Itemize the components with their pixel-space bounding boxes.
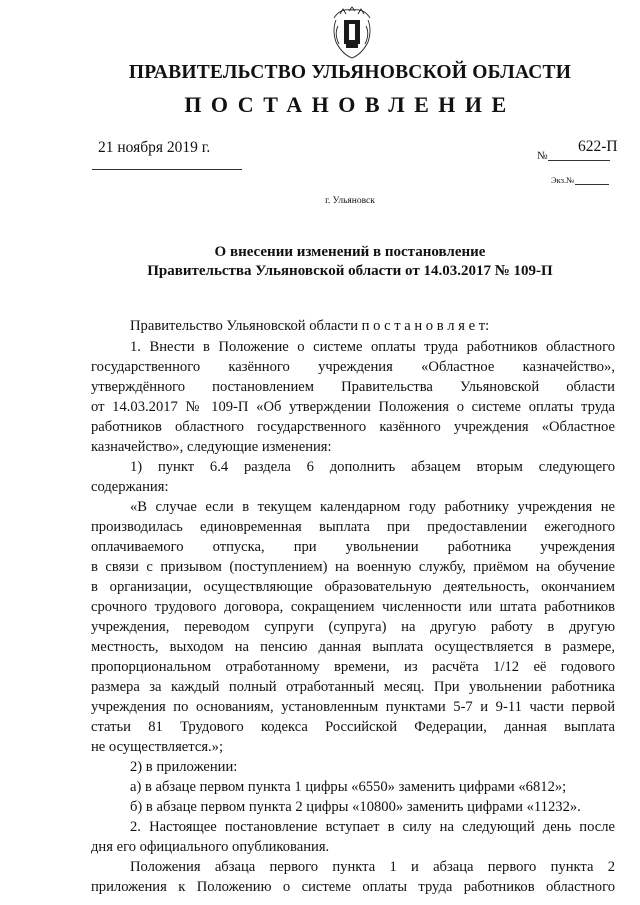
document-title-line: Правительства Ульяновской области от 14.03.2017 № 109-П — [147, 263, 553, 279]
body-line: работников областного государственного казённого учреждения «Областное — [91, 419, 615, 435]
body-line: в организации, осуществляющие образовательную деятельность, окончанием — [91, 579, 615, 595]
body-line: казначейство», следующие изменения: — [91, 439, 332, 455]
copy-number-underline — [575, 184, 609, 185]
copy-number-label: Экз.№ — [551, 175, 575, 185]
body-line: от 14.03.2017 № 109-П «Об утверждении Положения о системе оплаты труда — [91, 399, 615, 415]
body-line: приложения к Положению о системе оплаты труда работников областного — [91, 879, 615, 895]
number-underline — [548, 160, 610, 161]
body-line: б) в абзаце первом пункта 2 цифры «10800» заменить цифрами «11232». — [130, 799, 581, 815]
body-line: статьи 81 Трудового кодекса Российской Федерации, данная выплата — [91, 719, 615, 735]
body-line: производилась единовременная выплата при предоставлении ежегодного — [91, 519, 615, 535]
body-line: в связи с призывом (поступлением) на военную службу, приёмом на обучение — [91, 559, 615, 575]
body-line: содержания: — [91, 479, 169, 495]
body-line: не осуществляется.»; — [91, 739, 224, 755]
body-line: а) в абзаце первом пункта 1 цифры «6550» заменить цифрами «6812»; — [130, 779, 567, 795]
body-line: утверждённого постановлением Правительства Ульяновской области — [91, 379, 615, 395]
document-date: 21 ноября 2019 г. — [98, 139, 211, 156]
document-number: 622-П — [578, 138, 618, 155]
document-title-line: О внесении изменений в постановление — [214, 244, 486, 260]
body-line: оплачиваемого отпуска, при увольнении работника учреждения — [91, 539, 615, 555]
body-line: 2. Настоящее постановление вступает в силу на следующий день после — [130, 819, 615, 835]
body-line: Правительство Ульяновской области п о с т а н о в л я е т: — [130, 318, 490, 334]
body-line: учреждения по основаниям, установленным пунктами 5-7 и 9-11 части первой — [91, 699, 615, 715]
ulyanovsk-coat-of-arms-icon — [330, 6, 374, 60]
body-line: местность, выходом на пенсию данная выплата осуществляется в размере, — [91, 639, 615, 655]
body-line: пропорциональном отработанному времени, из расчёта 1/12 её годового — [91, 659, 615, 675]
city: г. Ульяновск — [325, 196, 375, 206]
number-sign: № — [537, 150, 548, 162]
document-type: ПОСТАНОВЛЕНИЕ — [184, 92, 516, 117]
body-line: «В случае если в текущем календарном году работнику учреждения не — [130, 499, 615, 515]
body-line: 1. Внести в Положение о системе оплаты труда работников областного — [130, 339, 615, 355]
body-line: 2) в приложении: — [130, 759, 238, 775]
body-line: учреждения, переводом супруги (супруга) на другую работу в другую — [91, 619, 615, 635]
body-line: срочного трудового договора, сокращением численности или штата работников — [91, 599, 615, 615]
body-line: дня его официального опубликования. — [91, 839, 330, 855]
date-underline — [92, 169, 242, 170]
body-line: 1) пункт 6.4 раздела 6 дополнить абзацем вторым следующего — [130, 459, 615, 475]
government-name: ПРАВИТЕЛЬСТВО УЛЬЯНОВСКОЙ ОБЛАСТИ — [128, 62, 572, 83]
body-line: Положения абзаца первого пункта 1 и абзаца первого пункта 2 — [130, 859, 615, 875]
body-line: государственного казённого учреждения «Областное казначейство», — [91, 359, 615, 375]
body-line: размера за каждый полный отработанный месяц. При увольнении работника — [91, 679, 615, 695]
